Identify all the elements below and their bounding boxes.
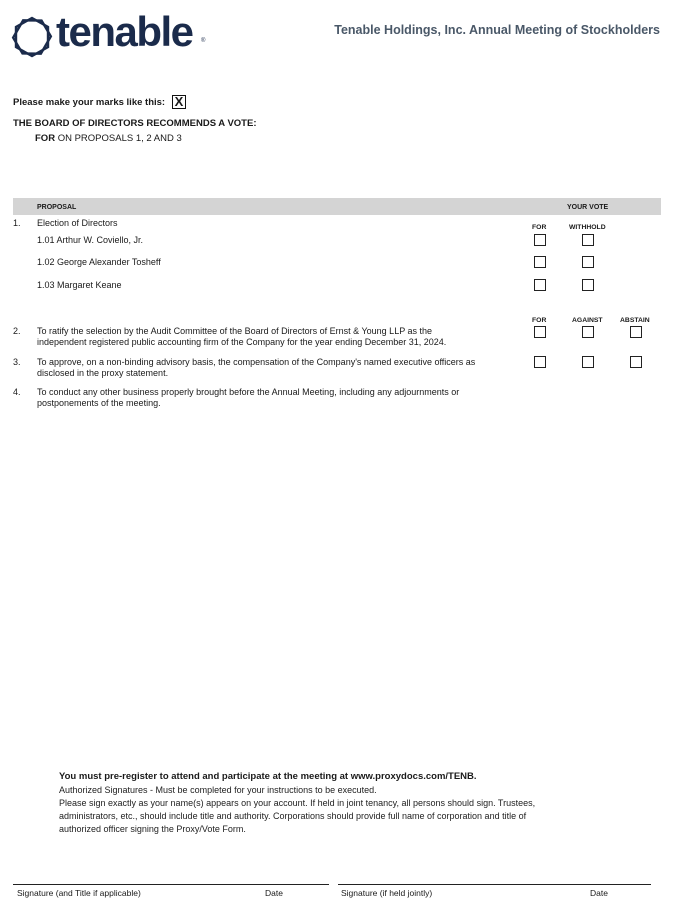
recommendation-proposals: ON PROPOSALS 1, 2 AND 3 [57, 133, 182, 144]
p1-for-header: FOR [532, 224, 547, 231]
date-2-label: Date [590, 888, 608, 898]
proposal-2-against-checkbox[interactable] [582, 326, 594, 338]
sign-instruction-line-1: Please sign exactly as your name(s) appears on your account. If held in joint tenancy, all persons should sign. Trustees, [59, 798, 536, 808]
signature-2-label: Signature (if held jointly) [341, 888, 433, 898]
signature-1-line[interactable] [13, 884, 329, 885]
marks-instruction: Please make your marks like this: [13, 97, 166, 108]
board-recommendation: THE BOARD OF DIRECTORS RECOMMENDS A VOTE: [13, 118, 257, 129]
page-title: Tenable Holdings, Inc. Annual Meeting of Stockholders [334, 23, 660, 37]
proposal-3-line-2: disclosed in the proxy statement. [37, 367, 169, 378]
signature-instructions [59, 784, 619, 836]
proposal-1-text: Election of Directors [37, 218, 118, 228]
proposal-2-text [37, 326, 446, 347]
proposal-table-header [13, 198, 661, 215]
proposal-3-line-1: To approve, on a non-binding advisory basis, the compensation of the Company's named executive officers as [37, 357, 476, 367]
proposal-3-number: 3. [13, 357, 21, 367]
director-3-for-checkbox[interactable] [534, 279, 546, 291]
signature-2-line[interactable] [338, 884, 651, 885]
director-2-for-checkbox[interactable] [534, 256, 546, 268]
proposal-4-line-2: postponements of the meeting. [37, 397, 161, 408]
proposal-column-header: PROPOSAL [37, 204, 77, 211]
recommendation-for: FOR [35, 133, 56, 144]
example-mark-box: X [172, 95, 186, 109]
proposal-4-number: 4. [13, 387, 21, 397]
date-1-label: Date [265, 888, 283, 898]
logo-hexagon-icon [10, 15, 54, 59]
preregister-notice: You must pre-register to attend and participate at the meeting at www.proxydocs.com/TENB. [59, 771, 477, 782]
signature-1-label: Signature (and Title if applicable) [17, 888, 141, 898]
director-1-withhold-checkbox[interactable] [582, 234, 594, 246]
proposal-1-number: 1. [13, 218, 21, 228]
authorized-signatures-note: Authorized Signatures - Must be completed for your instructions to be executed. [59, 785, 377, 795]
abstain-header: ABSTAIN [620, 317, 650, 324]
your-vote-column-header: YOUR VOTE [567, 204, 609, 211]
proposal-2-line-2: independent registered public accounting firm of the Company for the year ending December 31, 2024. [37, 336, 447, 347]
director-3: 1.03 Margaret Keane [37, 280, 122, 290]
proposal-4-text [37, 387, 459, 408]
recommendation-detail [35, 133, 182, 144]
logo-wordmark: tenable [56, 8, 193, 55]
proposal-2-number: 2. [13, 326, 21, 336]
sign-instruction-line-3: authorized officer signing the Proxy/Vote Form. [59, 824, 246, 834]
proposal-2-for-checkbox[interactable] [534, 326, 546, 338]
tenable-logo [10, 8, 210, 60]
proposal-3-against-checkbox[interactable] [582, 356, 594, 368]
p1-withhold-header: WITHHOLD [569, 224, 606, 231]
proposal-4-line-1: To conduct any other business properly brought before the Annual Meeting, including any adjournments or [37, 387, 460, 397]
proposal-3-abstain-checkbox[interactable] [630, 356, 642, 368]
director-2-withhold-checkbox[interactable] [582, 256, 594, 268]
director-2: 1.02 George Alexander Tosheff [37, 257, 161, 267]
proposal-3-text [37, 357, 475, 378]
for-header: FOR [532, 317, 547, 324]
proposal-2-abstain-checkbox[interactable] [630, 326, 642, 338]
director-1-for-checkbox[interactable] [534, 234, 546, 246]
proposal-2-line-1: To ratify the selection by the Audit Committee of the Board of Directors of Ernst & Young LLP as the [37, 326, 433, 336]
against-header: AGAINST [572, 317, 603, 324]
sign-instruction-line-2: administrators, etc., should include title and authority. Corporations should provide full name of corporation and title of [59, 811, 527, 821]
logo-trademark: ® [201, 38, 206, 44]
director-3-withhold-checkbox[interactable] [582, 279, 594, 291]
director-1: 1.01 Arthur W. Coviello, Jr. [37, 235, 144, 245]
proposal-3-for-checkbox[interactable] [534, 356, 546, 368]
